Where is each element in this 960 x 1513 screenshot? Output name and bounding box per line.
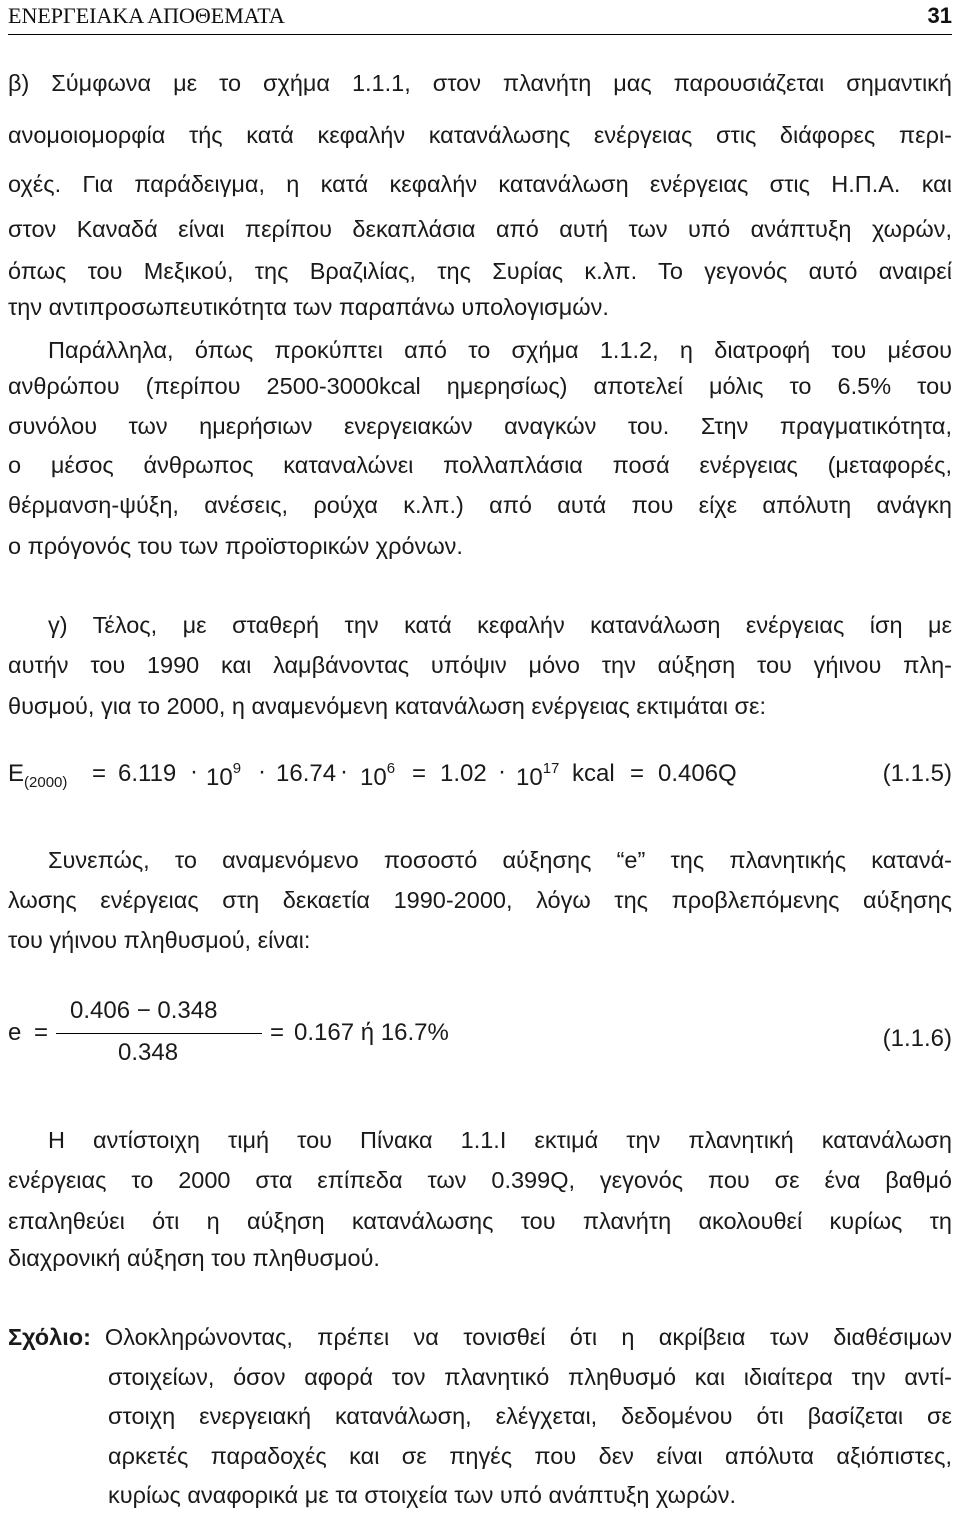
text-line: β) Σύμφωνα με το σχήμα 1.1.1, στον πλανήτη μας παρουσιάζεται σημαντική (8, 70, 952, 96)
text-line: θυσμού, για το 2000, η αναμενόμενη κατανάλωση ενέργειας εκτιμάται σε: (8, 693, 767, 719)
text-line: Ολοκληρώνοντας, πρέπει να τονισθεί ότι η ακρίβεια των διαθέσιμων (104, 1324, 952, 1350)
eq-dot: · (190, 758, 198, 785)
eq-term: 16.74 (276, 760, 337, 787)
equation-1-1-5 (8, 758, 952, 798)
eq-lhs: $E_{(2000)}$ (8, 760, 68, 791)
text-line: ανθρώπου (περίπου 2500-3000kcal ημερησίως) αποτελεί μόλις το 6.5% του (8, 373, 952, 399)
text-line: θέρμανση-ψύξη, ανέσεις, ρούχα κ.λπ.) από αυτά που είχε απόλυτη ανάγκη (8, 492, 952, 518)
page-header (8, 0, 952, 32)
text-line: όπως του Μεξικού, της Βραζιλίας, της Συρίας κ.λπ. Το γεγονός αυτό αναιρεί (8, 258, 952, 284)
eq-equals: = (270, 1019, 285, 1046)
eq-term: 1.02 (440, 760, 487, 787)
header-rule (8, 34, 952, 35)
eq-power: $10^6$ (360, 760, 396, 791)
text-line: την αντιπροσωπευτικότητα των παραπάνω υπολογισμών. (8, 294, 609, 320)
text-line: Συνεπώς, το αναμενόμενο ποσοστό αύξησης “e” της πλανητικής κατανά- (48, 847, 952, 873)
text-line: στον Καναδά είναι περίπου δεκαπλάσια από αυτή των υπό ανάπτυξη χωρών, (8, 216, 952, 242)
text-line: στοιχείων, όσον αφορά τον πλανητικό πληθυσμό και ιδιαίτερα την αντί- (108, 1364, 952, 1390)
eq-power: $10^9$ (206, 760, 242, 791)
eq-equals: = (34, 1019, 49, 1046)
text-line: ο πρόγονός του των προϊστορικών χρόνων. (8, 533, 463, 559)
eq-equals: = (630, 760, 645, 787)
text-line: Παράλληλα, όπως προκύπτει από το σχήμα 1.1.2, η διατροφή του μέσου (48, 337, 952, 363)
eq-unit: kcal (572, 760, 615, 787)
text-line: αυτήν του 1990 και λαμβάνοντας υπόψιν μόνο την αύξηση του γήινου πλη- (8, 652, 952, 678)
text-line: οχές. Για παράδειγμα, η κατά κεφαλήν κατανάλωση ενέργειας στις Η.Π.Α. και (8, 171, 952, 197)
eq-dot: · (258, 758, 266, 785)
eq-equals: = (412, 760, 427, 787)
eq-result: 0.167 ή 16.7% (294, 1019, 449, 1046)
text-line: αρκετές παραδοχές και σε πηγές που δεν είναι απόλυτα αξιόπιστες, (108, 1443, 952, 1469)
comment-first-line (8, 1322, 952, 1352)
equation-number: (1.1.5) (882, 760, 952, 787)
text-line: διαχρονική αύξηση του πληθυσμού. (8, 1245, 380, 1271)
text-line: ενέργειας το 2000 στα επίπεδα των 0.399Q, γεγονός που σε ένα βαθμό (8, 1167, 952, 1193)
fraction-numerator: 0.406 − 0.348 (70, 997, 218, 1024)
eq-result: 0.406Q (658, 760, 737, 787)
equation-1-1-6 (8, 995, 952, 1075)
eq-dot: · (340, 758, 348, 785)
chapter-title: ΕΝΕΡΓΕΙΑΚΑ ΑΠΟΘΕΜΑΤΑ (8, 3, 285, 28)
eq-lhs: e (8, 1019, 22, 1046)
text-line: ο μέσος άνθρωπος καταναλώνει πολλαπλάσια ποσά ενέργειας (μεταφορές, (8, 452, 952, 478)
text-line: του γήινου πληθυσμού, είναι: (8, 927, 311, 953)
equation-number: (1.1.6) (882, 1025, 952, 1052)
fraction-denominator: 0.348 (118, 1039, 179, 1066)
text-line: γ) Τέλος, με σταθερή την κατά κεφαλήν κατανάλωση ενέργειας ίση με (48, 612, 952, 638)
text-line: συνόλου των ημερήσιων ενεργειακών αναγκών του. Στην πραγματικότητα, (8, 413, 952, 439)
text-line: επαληθεύει ότι η αύξηση κατανάλωσης του πλανήτη ακολουθεί κυρίως τη (8, 1208, 952, 1234)
eq-dot: · (498, 758, 506, 785)
fraction-bar (56, 1033, 262, 1034)
text-line: στοιχη ενεργειακή κατανάλωση, ελέγχεται, δεδομένου ότι βασίζεται σε (108, 1403, 952, 1429)
eq-power: $10^{17}$ (516, 760, 560, 791)
eq-equals: = (92, 760, 107, 787)
text-line: Η αντίστοιχη τιμή του Πίνακα 1.1.Ι εκτιμά την πλανητική κατανάλωση (48, 1127, 952, 1153)
text-line: λωσης ενέργειας στη δεκαετία 1990-2000, λόγω της προβλεπόμενης αύξησης (8, 887, 952, 913)
eq-term: 6.119 (118, 760, 177, 787)
text-line: κυρίως αναφορικά με τα στοιχεία των υπό ανάπτυξη χωρών. (108, 1482, 736, 1508)
page-number: 31 (927, 3, 952, 28)
comment-label: Σχόλιο: (8, 1324, 91, 1350)
text-line: ανομοιομορφία τής κατά κεφαλήν κατανάλωσης ενέργειας στις διάφορες περι- (8, 122, 952, 148)
